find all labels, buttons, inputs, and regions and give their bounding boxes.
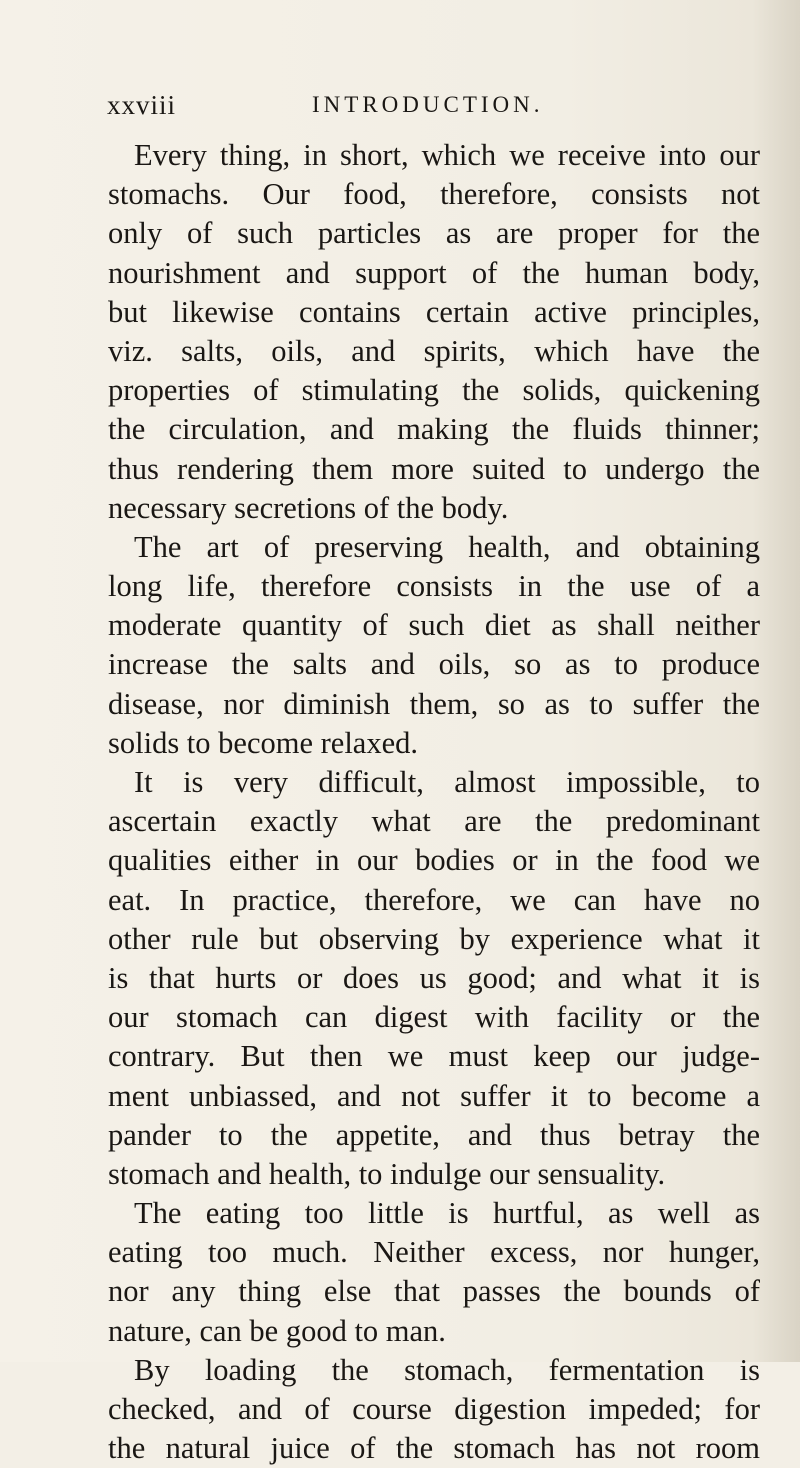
text-line: is that hurts or does us good; and what it is bbox=[108, 960, 760, 995]
text-line: viz. salts, oils, and spirits, which have the bbox=[108, 333, 760, 368]
text-line: nor any thing else that passes the bounds of bbox=[108, 1274, 760, 1309]
text-line: stomachs. Our food, therefore, consists not bbox=[108, 177, 760, 212]
text-line: It is very difficult, almost impossible, to bbox=[134, 765, 760, 799]
text-line: By loading the stomach, fermentation is bbox=[134, 1352, 760, 1387]
text-line: eating too much. Neither excess, nor hunger, bbox=[108, 1235, 760, 1270]
text-line: the natural juice of the stomach has not room bbox=[108, 1431, 760, 1466]
text-line: nature, can be good to man. bbox=[108, 1313, 446, 1348]
text-line: solids to become relaxed. bbox=[108, 725, 418, 760]
text-line: but likewise contains certain active principles, bbox=[108, 294, 760, 329]
text-line: other rule but observing by experience what it bbox=[108, 921, 760, 956]
text-line: the circulation, and making the fluids thinner; bbox=[108, 412, 760, 447]
text-line: moderate quantity of such diet as shall neither bbox=[108, 608, 760, 643]
text-line: checked, and of course digestion impeded; for bbox=[108, 1392, 760, 1426]
text-line: long life, therefore consists in the use of a bbox=[108, 569, 760, 604]
text-line: ment unbiassed, and not suffer it to become a bbox=[108, 1078, 760, 1113]
text-line: only of such particles as are proper for the bbox=[108, 216, 760, 251]
text-line: properties of stimulating the solids, quickening bbox=[108, 373, 760, 408]
text-line: increase the salts and oils, so as to produce bbox=[108, 647, 760, 682]
text-line: stomach and health, to indulge our sensuality. bbox=[108, 1156, 666, 1191]
text-line: thus rendering them more suited to undergo the bbox=[108, 451, 760, 486]
text-line: disease, nor diminish them, so as to suffer the bbox=[108, 686, 760, 721]
text-line: our stomach can digest with facility or the bbox=[108, 1000, 760, 1035]
text-line: Every thing, in short, which we receive into our bbox=[134, 138, 760, 172]
text-line: nourishment and support of the human body, bbox=[108, 255, 760, 290]
text-line: necessary secretions of the body. bbox=[108, 490, 509, 525]
text-line: eat. In practice, therefore, we can have no bbox=[108, 882, 760, 917]
body-text bbox=[108, 136, 760, 1468]
page-header bbox=[107, 90, 757, 130]
text-line: pander to the appetite, and thus betray the bbox=[108, 1117, 760, 1152]
text-line: contrary. But then we must keep our judge- bbox=[108, 1039, 760, 1074]
text-line: The eating too little is hurtful, as well as bbox=[134, 1196, 760, 1231]
page-number: xxviii bbox=[107, 90, 177, 120]
running-head: INTRODUCTION. bbox=[312, 92, 544, 117]
text-line: The art of preserving health, and obtaining bbox=[134, 529, 760, 564]
text-line: qualities either in our bodies or in the food we bbox=[108, 843, 760, 878]
text-line: ascertain exactly what are the predominant bbox=[108, 804, 760, 839]
